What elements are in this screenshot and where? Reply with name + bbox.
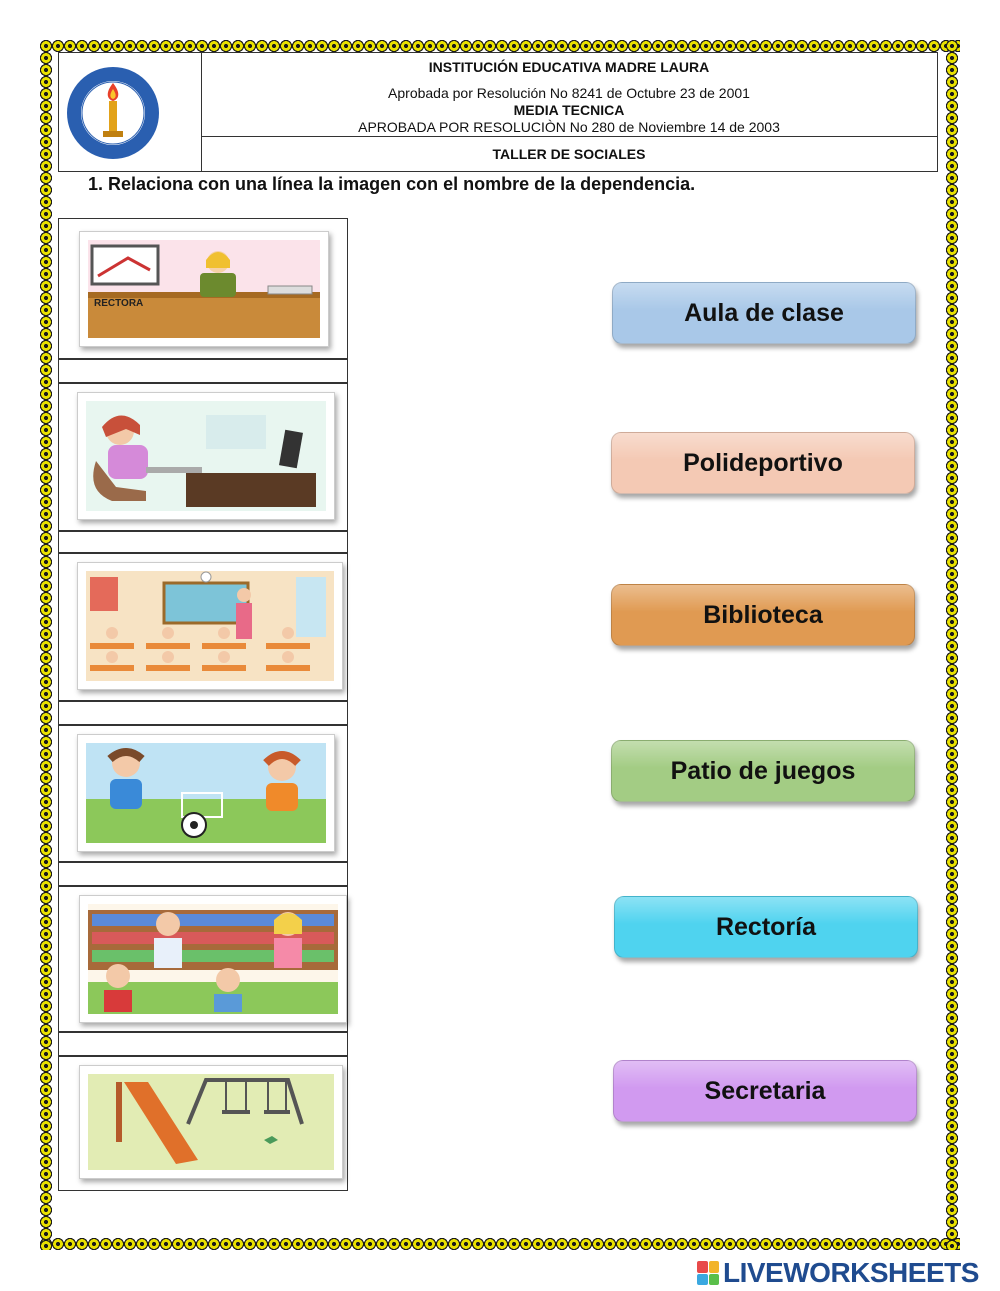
picture-card-3[interactable]: [77, 562, 343, 690]
answer-gap-4: [58, 862, 348, 886]
institution-name: INSTITUCIÓN EDUCATIVA MADRE LAURA: [428, 59, 710, 75]
answer-gap-3: [58, 701, 348, 725]
picture-card-2[interactable]: [77, 392, 335, 520]
decorative-border-left: [40, 40, 52, 1250]
worksheet-title: TALLER DE SOCIALES: [492, 146, 646, 162]
picture-box-3: [58, 553, 348, 701]
liveworksheets-watermark: [697, 1257, 979, 1289]
picture-card-5[interactable]: [79, 895, 347, 1023]
resolution-line-2: APROBADA POR RESOLUCIÒN No 280 de Noviembre 14 de 2003: [358, 119, 780, 135]
decorative-border-bottom: [40, 1238, 960, 1250]
label-biblioteca[interactable]: Biblioteca: [611, 584, 915, 646]
resolution-line-1: Aprobada por Resolución No 8241 de Octubre 23 de 2001: [388, 85, 750, 101]
library-illustration-icon: [88, 904, 338, 1014]
label-aula-de-clase[interactable]: Aula de clase: [612, 282, 916, 344]
picture-card-1[interactable]: [79, 231, 329, 347]
secretary-illustration-icon: [86, 401, 326, 511]
decorative-border-top: [40, 40, 960, 52]
decorative-border-right: [946, 40, 958, 1250]
rectora-caption: RECTORA: [94, 298, 144, 309]
school-logo-icon: [67, 67, 159, 159]
picture-box-5: [58, 886, 348, 1032]
picture-card-6[interactable]: [79, 1065, 343, 1179]
soccer-playground-illustration-icon: [86, 743, 326, 843]
header-table: [58, 52, 938, 172]
playground-swings-illustration-icon: [88, 1074, 334, 1170]
watermark-text: LIVEWORKSHEETS: [723, 1257, 979, 1288]
instruction-text: 1. Relaciona con una línea la imagen con el nombre de la dependencia.: [88, 174, 696, 194]
media-tecnica: MEDIA TECNICA: [513, 102, 625, 118]
answer-gap-1: [58, 359, 348, 383]
picture-box-4: [58, 725, 348, 862]
classroom-illustration-icon: [86, 571, 334, 681]
picture-box-2: [58, 383, 348, 531]
liveworksheets-logo-icon: [697, 1261, 719, 1285]
label-polideportivo[interactable]: Polideportivo: [611, 432, 915, 494]
header-text-cell: [201, 53, 937, 171]
answer-gap-2: [58, 531, 348, 553]
picture-box-1: [58, 218, 348, 359]
principal-office-illustration-icon: [88, 240, 320, 338]
header-divider: [201, 136, 937, 137]
label-rectoria[interactable]: Rectoría: [614, 896, 918, 958]
picture-box-6: [58, 1056, 348, 1191]
logo-cell: [59, 53, 202, 171]
label-secretaria[interactable]: Secretaria: [613, 1060, 917, 1122]
answer-gap-5: [58, 1032, 348, 1056]
label-patio-de-juegos[interactable]: Patio de juegos: [611, 740, 915, 802]
picture-card-4[interactable]: [77, 734, 335, 852]
